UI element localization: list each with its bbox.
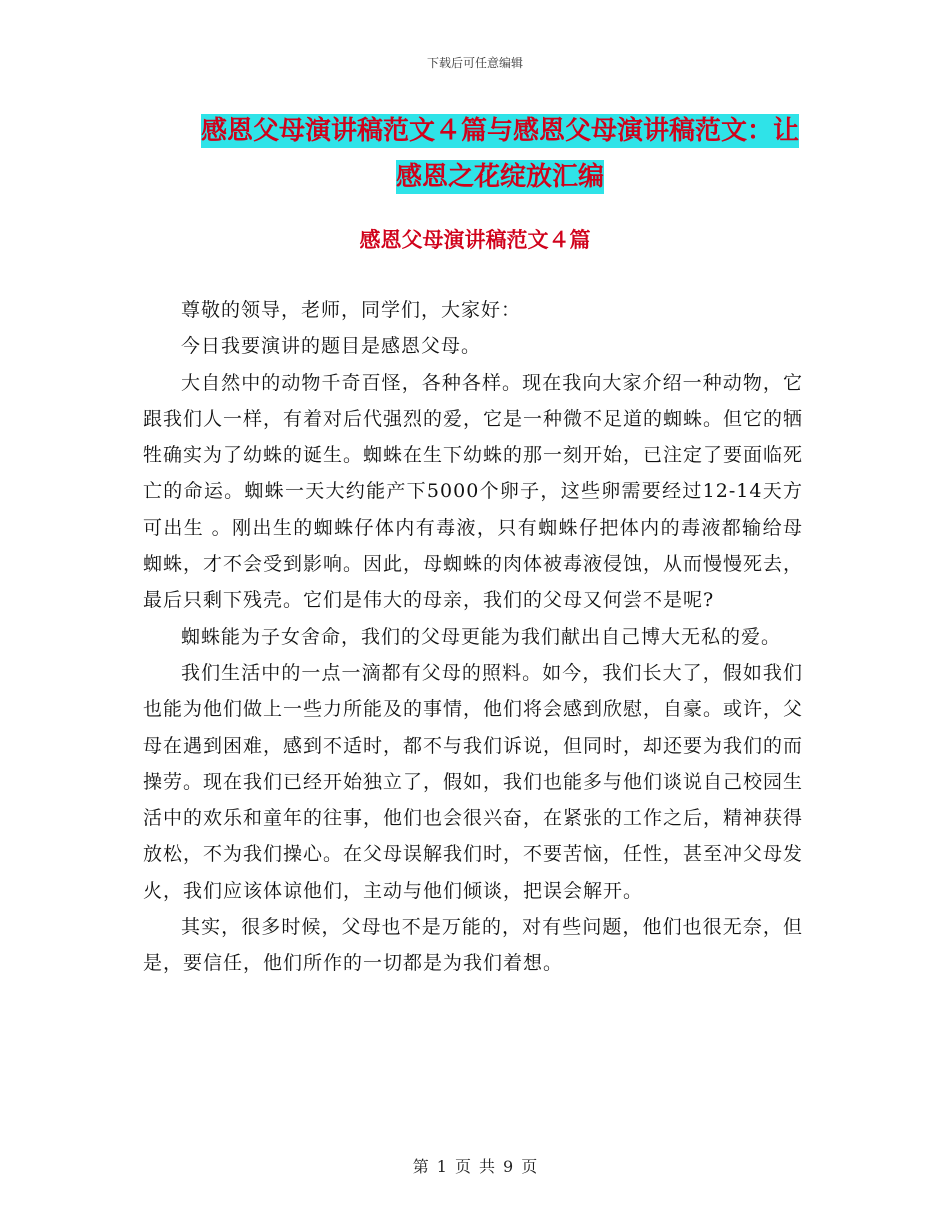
section-title: 感恩父母演讲稿范文４篇: [359, 228, 591, 252]
page-footer: [0, 1154, 950, 1177]
paragraph-parents-love: 蜘蛛能为子女舍命，我们的父母更能为我们献出自己博大无私的爱。: [181, 625, 782, 648]
paragraph-trust: 其实，很多时候，父母也不是万能的，对有些问题，他们也很无奈，但是，要信任，他们所作的一切都是为我们着想。: [143, 916, 803, 975]
page-label: 第: [412, 1157, 429, 1176]
total-pages: 9: [503, 1157, 514, 1176]
total-label: 共: [479, 1157, 496, 1176]
page-unit: 页: [454, 1157, 471, 1176]
body-text: [143, 292, 803, 982]
total-unit: 页: [521, 1157, 538, 1176]
paragraph-greeting: 尊敬的领导，老师，同学们，大家好：: [181, 299, 522, 321]
page-number: 1: [436, 1157, 447, 1176]
paragraph-daily-care: 我们生活中的一点一滴都有父母的照料。如今，我们长大了，假如我们也能为他们做上一些力所能及的事情，他们将会感到欣慰，自豪。或许，父母在遇到困难，感到不适时，都不与我们诉说，但同时，却还要为我们的而操劳。现在我们已经开始独立了，假如，我们也能多与他们谈说自己校园生活中的欢乐和童年的往事，他们也会很兴奋，在紧张的工作之后，精神获得放松，不为我们操心。在父母误解我们时，不要苦恼，任性，甚至冲父母发火，我们应该体谅他们，主动与他们倾谈，把误会解开。: [143, 661, 804, 902]
title-line-2: 感恩之花绽放汇编: [395, 162, 604, 192]
document-title: [140, 108, 860, 200]
paragraph-spider: 大自然中的动物千奇百怪，各种各样。现在我向大家介绍一种动物，它跟我们人一样，有着对后代强烈的爱，它是一种微不足道的蜘蛛。但它的牺牲确实为了幼蛛的诞生。蜘蛛在生下幼蛛的那一刻开始，已注定了要面临死亡的命运。蜘蛛一天大约能产下5000个卵子，这些卵需要经过12-14天方可出生 。刚出生的蜘蛛仔体内有毒液，只有蜘蛛仔把体内的毒液都输给母蜘蛛，才不会受到影响。因此，母蜘蛛的肉体被毒液侵蚀，从而慢慢死去，最后只剩下残壳。它们是伟大的母亲，我们的父母又何尝不是呢?: [143, 371, 804, 612]
paragraph-topic: 今日我要演讲的题目是感恩父母。: [181, 335, 482, 358]
title-line-1: 感恩父母演讲稿范文４篇与感恩父母演讲稿范文：让: [200, 116, 799, 146]
header-note: 下载后可任意编辑: [426, 56, 523, 70]
